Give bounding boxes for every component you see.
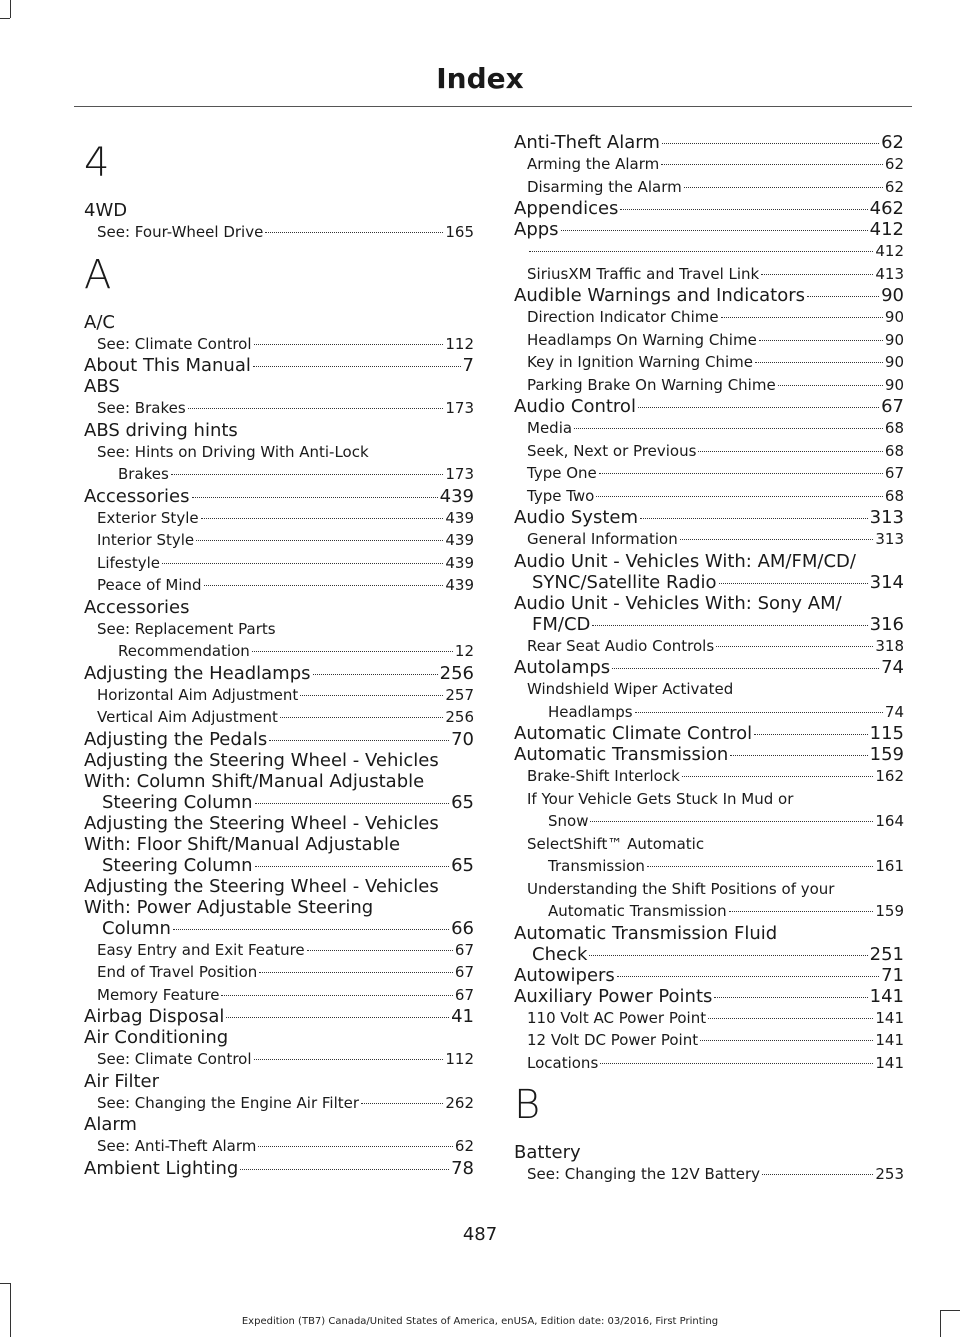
index-entry-text: Locations: [527, 1053, 599, 1072]
crop-mark-top-left: [0, 18, 10, 19]
index-entry-text: Vertical Aim Adjustment: [97, 708, 278, 726]
dot-leader: [592, 624, 867, 626]
index-subentry: [514, 176, 904, 199]
dot-leader: [204, 584, 444, 586]
index-page-ref: 66: [451, 917, 474, 939]
index-page-ref: 71: [881, 964, 904, 986]
index-entry-text: Automatic Transmission: [548, 902, 727, 920]
index-entry-text: See: Climate Control: [97, 1050, 252, 1068]
index-page-ref: 62: [884, 177, 904, 196]
index-page-ref: 78: [451, 1157, 474, 1179]
index-entry-text: Adjusting the Steering Wheel - Vehicles: [84, 812, 439, 834]
index-subentry: [84, 939, 474, 962]
index-page-ref: 115: [869, 723, 904, 744]
index-subentry: [514, 329, 904, 352]
index-entry-text: Airbag Disposal: [84, 1006, 225, 1027]
index-entry: [514, 1142, 904, 1163]
index-entry-text: Accessories: [84, 596, 190, 618]
index-entry: [84, 1114, 474, 1135]
dot-leader: [612, 667, 879, 669]
dot-leader: [640, 517, 868, 519]
page-number: 487: [462, 1224, 498, 1245]
index-entry: [84, 1071, 474, 1092]
dot-leader: [635, 711, 883, 713]
index-entry: [514, 285, 904, 306]
index-entry-text: SiriusXM Traffic and Travel Link: [527, 264, 760, 283]
index-subentry: [514, 153, 904, 176]
dot-leader: [680, 538, 874, 540]
index-page-ref: 41: [451, 1006, 474, 1027]
dot-leader: [719, 582, 868, 584]
index-page-ref: 262: [445, 1093, 474, 1112]
dot-leader: [269, 739, 449, 741]
index-entry-text: Air Filter: [84, 1070, 160, 1092]
index-page-ref: 253: [875, 1165, 904, 1183]
dot-leader: [221, 994, 452, 996]
index-entry: [514, 198, 904, 219]
index-page-ref: 251: [869, 943, 904, 965]
index-subentry: [84, 1048, 474, 1071]
index-entry: [514, 657, 904, 678]
dot-leader: [617, 975, 879, 977]
dot-leader: [529, 250, 873, 252]
dot-leader: [201, 517, 444, 519]
index-page-ref: 112: [445, 334, 474, 353]
index-page-ref: 67: [884, 464, 904, 482]
crop-mark-bottom-left: [0, 1283, 10, 1284]
index-page-ref: 412: [875, 242, 904, 260]
index-subentry: [84, 552, 474, 575]
index-entry-text: Parking Brake On Warning Chime: [527, 375, 776, 394]
index-subentry: [514, 1163, 904, 1186]
index-subentry: [84, 984, 474, 1007]
index-entry-text: Disarming the Alarm: [527, 177, 682, 196]
index-entry-text: Rear Seat Audio Controls: [527, 636, 715, 655]
index-subentry: [514, 635, 904, 658]
index-entry-text: Easy Entry and Exit Feature: [97, 940, 305, 959]
index-subentry: [84, 961, 474, 984]
index-page-ref: 318: [875, 636, 904, 655]
dot-leader: [761, 273, 873, 275]
index-entry-text: See: Changing the 12V Battery: [527, 1165, 760, 1183]
index-page-ref: 7: [462, 355, 474, 376]
index-page-ref: 439: [439, 485, 474, 507]
index-entry-text: Direction Indicator Chime: [527, 308, 719, 326]
index-subentry: [84, 507, 474, 530]
index-entry-text: See: Changing the Engine Air Filter: [97, 1093, 360, 1112]
index-entry-text: ABS: [84, 376, 120, 397]
index-entry-text: 4WD: [84, 200, 128, 221]
index-page-ref: 314: [869, 571, 904, 593]
header-divider: [74, 106, 912, 107]
index-subentry: [514, 462, 904, 485]
index-entry-text: Interior Style: [97, 531, 195, 549]
index-page-ref: 67: [454, 985, 474, 1004]
index-entry-text: Windshield Wiper Activated: [527, 680, 734, 698]
index-page-ref: 256: [445, 708, 474, 726]
index-entry: [514, 965, 904, 986]
dot-leader: [596, 495, 883, 497]
index-subentry: [514, 485, 904, 508]
index-entry-text: Automatic Climate Control: [514, 723, 753, 744]
index-subentry: [84, 618, 474, 663]
index-subentry: [514, 878, 904, 923]
index-page-ref: 62: [884, 155, 904, 173]
index-subentry: [84, 1135, 474, 1158]
dot-leader: [258, 1145, 453, 1147]
index-entry-text: Media: [527, 419, 573, 437]
page-title: Index: [436, 62, 524, 95]
dot-leader: [729, 910, 874, 912]
dot-leader: [599, 472, 883, 474]
index-entry-text: Check: [532, 943, 588, 965]
index-entry-text: Battery: [514, 1142, 581, 1163]
dot-leader: [188, 407, 444, 409]
index-entry-text: Audio System: [514, 507, 639, 528]
dot-leader: [730, 754, 867, 756]
dot-leader: [253, 365, 461, 367]
index-entry: [514, 593, 904, 635]
index-page-ref: 439: [445, 531, 474, 549]
index-entry-text: Brake-Shift Interlock: [527, 767, 680, 785]
index-entry: [84, 1006, 474, 1027]
index-page-ref: 159: [875, 902, 904, 920]
index-entry-text: Headlamps On Warning Chime: [527, 330, 757, 349]
dot-leader: [698, 450, 882, 452]
index-subentry: [514, 263, 904, 286]
index-page-ref: 90: [884, 330, 904, 349]
index-page-ref: 12: [454, 642, 474, 660]
dot-leader: [590, 820, 873, 822]
dot-leader: [171, 473, 444, 475]
index-subentry: [84, 574, 474, 597]
dot-leader: [313, 673, 438, 675]
index-subentry: [514, 351, 904, 374]
index-entry-text: See: Anti-Theft Alarm: [97, 1137, 257, 1155]
dot-leader: [661, 163, 883, 165]
index-entry-text: Steering Column: [102, 854, 253, 876]
index-entry-text: Automatic Transmission Fluid: [514, 922, 778, 944]
dot-leader: [252, 650, 453, 652]
index-entry-text: SelectShift™ Automatic: [527, 834, 705, 853]
index-entry: [84, 750, 474, 813]
index-page-ref: 70: [451, 728, 474, 750]
index-page-ref: 161: [875, 857, 904, 875]
index-subentry: [514, 417, 904, 440]
crop-mark-top-left: [10, 0, 11, 18]
dot-leader: [700, 1039, 873, 1041]
index-subentry: [514, 528, 904, 551]
index-page-ref: 173: [445, 465, 474, 483]
index-entry-text: Exterior Style: [97, 508, 199, 527]
index-subentry: [514, 678, 904, 723]
dot-leader: [714, 996, 867, 998]
dot-leader: [226, 1016, 449, 1018]
index-page-ref: 90: [884, 308, 904, 326]
index-entry-text: A/C: [84, 311, 115, 333]
index-entry-text: Appendices: [514, 198, 619, 219]
dot-leader: [162, 562, 443, 564]
index-section-letter: B: [514, 1082, 541, 1128]
index-entry: [84, 1158, 474, 1179]
edition-info: Expedition (TB7) Canada/United States of America, enUSA, Edition date: 03/2016, First Printing: [241, 1316, 719, 1327]
index-page-ref: 159: [869, 744, 904, 765]
index-entry-text: With: Column Shift/Manual Adjustable: [84, 770, 425, 792]
dot-leader: [708, 1017, 873, 1019]
index-subentry: [84, 221, 474, 244]
index-page-ref: 439: [445, 508, 474, 527]
index-entry: [84, 597, 474, 618]
index-entry-text: Key in Ignition Warning Chime: [527, 353, 753, 371]
index-entry-text: Memory Feature: [97, 985, 220, 1004]
index-entry-text: Audio Unit - Vehicles With: Sony AM/: [514, 592, 842, 614]
dot-leader: [759, 339, 883, 341]
index-entry-text: Adjusting the Steering Wheel - Vehicles: [84, 875, 439, 897]
index-entry-text: Automatic Transmission: [514, 744, 729, 765]
index-entry-text: With: Power Adjustable Steering: [84, 896, 374, 918]
index-page-ref: 90: [884, 353, 904, 371]
index-entry-text: ABS driving hints: [84, 419, 238, 441]
index-page-ref: 316: [869, 613, 904, 635]
dot-leader: [265, 231, 443, 233]
dot-leader: [173, 928, 449, 930]
index-page-ref: 256: [439, 662, 474, 684]
index-entry-text: 110 Volt AC Power Point: [527, 1008, 707, 1027]
index-page-ref: 67: [881, 396, 904, 417]
index-entry-text: See: Four-Wheel Drive: [97, 223, 264, 241]
index-entry-text: Understanding the Shift Positions of your: [527, 879, 835, 898]
dot-leader: [638, 406, 879, 408]
dot-leader: [259, 971, 453, 973]
index-page-ref: 74: [881, 657, 904, 678]
index-subentry: [514, 374, 904, 397]
dot-leader: [589, 954, 867, 956]
index-entry-text: Air Conditioning: [84, 1027, 229, 1048]
index-entry-text: SYNC/Satellite Radio: [532, 571, 717, 593]
dot-leader: [196, 539, 443, 541]
index-entry-text: Accessories: [84, 485, 190, 507]
index-page-ref: 141: [869, 985, 904, 1007]
index-page-ref: 141: [875, 1053, 904, 1072]
index-column-right: [514, 132, 904, 1186]
index-entry-text: Steering Column: [102, 791, 253, 813]
index-entry-text: Snow: [548, 812, 589, 830]
index-page-ref: 65: [451, 854, 474, 876]
dot-leader: [647, 865, 873, 867]
index-entry-text: Type Two: [527, 486, 595, 505]
index-entry-text: Adjusting the Pedals: [84, 728, 268, 750]
index-entry-text: Apps: [514, 219, 559, 240]
crop-mark-bottom-right: [940, 1310, 960, 1311]
index-entry: [84, 663, 474, 684]
dot-leader: [807, 295, 879, 297]
index-entry: [84, 312, 474, 333]
dot-leader: [240, 1168, 449, 1170]
index-page-ref: 68: [884, 419, 904, 437]
index-subentry: [84, 706, 474, 729]
index-entry: [514, 396, 904, 417]
index-entry-text: See: Hints on Driving With Anti-Lock: [97, 442, 369, 461]
index-page-ref: 141: [875, 1008, 904, 1027]
index-entry-text: See: Replacement Parts: [97, 619, 276, 638]
index-section-letter: A: [84, 251, 112, 298]
dot-leader: [778, 384, 883, 386]
index-entry: [84, 486, 474, 507]
index-page-ref: 162: [875, 767, 904, 785]
index-entry: [514, 132, 904, 153]
index-entry-text: Audible Warnings and Indicators: [514, 285, 805, 306]
dot-leader: [307, 949, 453, 951]
index-entry-text: Horizontal Aim Adjustment: [97, 685, 299, 704]
index-page-ref: 68: [884, 486, 904, 505]
index-page-ref: 62: [454, 1137, 474, 1155]
dot-leader: [300, 694, 443, 696]
index-page-ref: 439: [445, 576, 474, 594]
index-page-ref: 67: [454, 940, 474, 959]
index-subentry: [84, 684, 474, 707]
dot-leader: [255, 865, 450, 867]
index-subentry: [514, 1029, 904, 1052]
index-entry-text: Recommendation: [118, 642, 250, 660]
dot-leader: [280, 716, 444, 718]
index-entry-text: If Your Vehicle Gets Stuck In Mud or: [527, 789, 794, 808]
index-entry-text: Headlamps: [548, 702, 633, 721]
dot-leader: [682, 775, 874, 777]
index-entry-text: Ambient Lighting: [84, 1157, 239, 1179]
index-page-ref: 439: [445, 553, 474, 572]
dot-leader: [762, 1173, 873, 1175]
index-subentry: [514, 440, 904, 463]
index-entry: [514, 744, 904, 765]
index-entry-text: With: Floor Shift/Manual Adjustable: [84, 833, 401, 855]
index-entry-text: Auxiliary Power Points: [514, 985, 713, 1007]
dot-leader: [192, 496, 438, 498]
dot-leader: [254, 1058, 444, 1060]
index-entry-text: Brakes: [118, 465, 169, 483]
index-page-ref: 74: [884, 702, 904, 721]
index-entry: [84, 376, 474, 397]
index-entry: [84, 355, 474, 376]
index-entry-text: Autowipers: [514, 964, 615, 986]
index-subentry: [514, 1007, 904, 1030]
index-entry-text: Anti-Theft Alarm: [514, 132, 660, 153]
index-subentry: [514, 833, 904, 878]
index-entry: [514, 551, 904, 593]
dot-leader: [255, 802, 450, 804]
index-entry-text: Transmission: [548, 857, 645, 875]
dot-leader: [600, 1062, 873, 1064]
dot-leader: [716, 645, 873, 647]
index-page-ref: 65: [451, 791, 474, 813]
index-page-ref: 90: [881, 285, 904, 306]
dot-leader: [662, 142, 879, 144]
index-entry: [514, 986, 904, 1007]
index-subentry: [514, 788, 904, 833]
dot-leader: [254, 343, 444, 345]
index-entry-text: See: Climate Control: [97, 334, 252, 353]
index-subentry: [84, 333, 474, 356]
index-entry-text: Autolamps: [514, 657, 611, 678]
index-entry: [84, 420, 474, 441]
index-entry: [514, 507, 904, 528]
index-section-letter: 4: [84, 140, 110, 186]
index-page-ref: 462: [869, 198, 904, 219]
index-entry: [84, 876, 474, 939]
index-page-ref: 313: [869, 507, 904, 528]
dot-leader: [721, 316, 883, 318]
index-subentry: [514, 240, 904, 263]
index-page-ref: 112: [445, 1050, 474, 1068]
index-entry-text: See: Brakes: [97, 399, 186, 417]
index-column-left: [84, 132, 474, 1179]
index-subentry: [84, 529, 474, 552]
dot-leader: [755, 361, 883, 363]
index-entry-text: Type One: [527, 464, 597, 482]
index-subentry: [514, 306, 904, 329]
index-entry-text: Lifestyle: [97, 553, 161, 572]
index-entry: [84, 813, 474, 876]
index-page-ref: 67: [454, 963, 474, 981]
index-subentry: [84, 441, 474, 486]
dot-leader: [620, 208, 867, 210]
index-entry-text: 12 Volt DC Power Point: [527, 1031, 699, 1049]
dot-leader: [361, 1102, 443, 1104]
index-subentry: [84, 1092, 474, 1115]
index-entry-text: Column: [102, 917, 171, 939]
index-subentry: [514, 765, 904, 788]
index-subentry: [514, 1052, 904, 1075]
index-subentry: [84, 397, 474, 420]
index-entry-text: General Information: [527, 530, 678, 548]
index-page-ref: 62: [881, 132, 904, 153]
dot-leader: [561, 229, 868, 231]
index-page-ref: 413: [875, 264, 904, 283]
index-page-ref: 164: [875, 812, 904, 830]
index-entry-text: End of Travel Position: [97, 963, 258, 981]
index-page-ref: 173: [445, 399, 474, 417]
index-entry-text: Peace of Mind: [97, 576, 202, 594]
index-entry-text: Alarm: [84, 1114, 137, 1135]
index-entry-text: About This Manual: [84, 355, 251, 376]
index-entry-text: Arming the Alarm: [527, 155, 660, 173]
index-entry: [514, 923, 904, 965]
index-entry-text: Seek, Next or Previous: [527, 441, 697, 460]
index-page-ref: 412: [869, 219, 904, 240]
index-entry-text: Adjusting the Headlamps: [84, 662, 311, 684]
index-entry-text: Adjusting the Steering Wheel - Vehicles: [84, 749, 439, 771]
index-entry-text: Audio Control: [514, 396, 636, 417]
crop-mark-bottom-left: [10, 1283, 11, 1337]
index-page-ref: 257: [445, 685, 474, 704]
index-entry: [514, 723, 904, 744]
dot-leader: [574, 427, 883, 429]
index-page-ref: 165: [445, 223, 474, 241]
index-entry: [84, 1027, 474, 1048]
index-entry: [514, 219, 904, 240]
index-page-ref: 141: [875, 1031, 904, 1049]
index-page-ref: 90: [884, 375, 904, 394]
dot-leader: [754, 733, 868, 735]
index-entry-text: FM/CD: [532, 613, 591, 635]
index-entry-text: Audio Unit - Vehicles With: AM/FM/CD/: [514, 550, 856, 572]
index-entry: [84, 200, 474, 221]
dot-leader: [684, 186, 883, 188]
index-entry: [84, 729, 474, 750]
index-page-ref: 313: [875, 530, 904, 548]
index-page-ref: 68: [884, 441, 904, 460]
